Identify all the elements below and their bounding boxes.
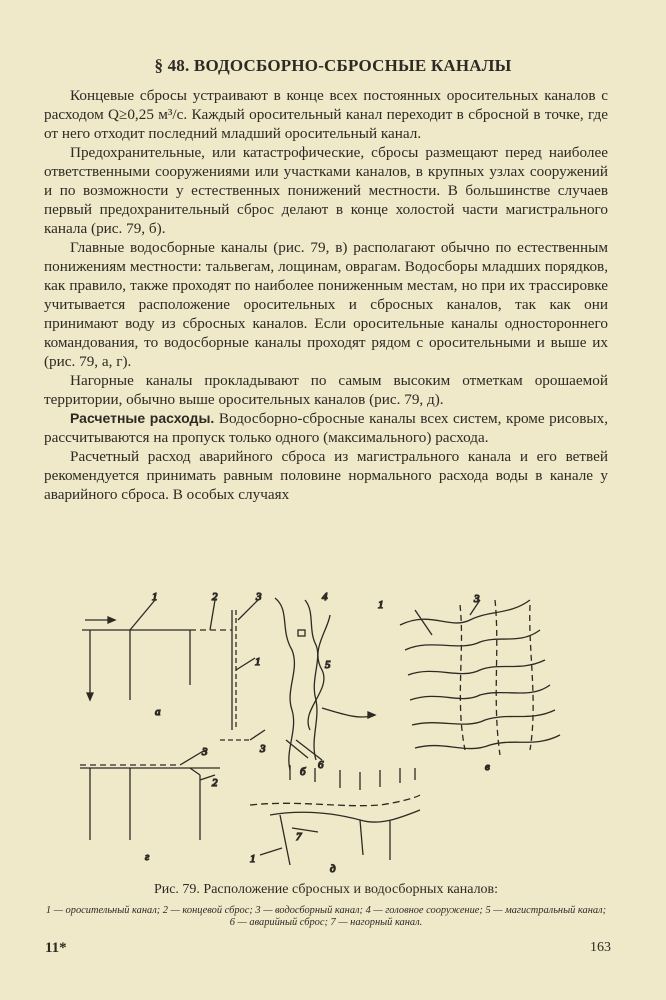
paragraph: Нагорные каналы прокладывают по самым высоким отметкам орошаемой территории, обычно выше оросительных каналов (рис. 79, д). xyxy=(44,372,608,408)
label-1: 1 xyxy=(152,591,158,603)
panel-b-diagram xyxy=(275,598,375,770)
label-1d: 1 xyxy=(378,599,384,611)
label-3c: 3 xyxy=(260,743,266,755)
label-1b: 1 xyxy=(255,656,261,668)
label-3b: 3 xyxy=(202,746,208,758)
label-2b: 2 xyxy=(212,777,218,789)
page-number: 163 xyxy=(590,940,611,955)
section-title: § 48. ВОДОСБОРНО-СБРОСНЫЕ КАНАЛЫ xyxy=(154,56,512,75)
paragraph: Концевые сбросы устраивают в конце всех постоянных оросительных каналов с расходом Q≥0,25 м³/с. Каждый оросительный канал переходит в сбросной в точке, где от него отходит последний младший оросительный канал. xyxy=(44,87,608,142)
panel-d-diagram xyxy=(250,765,420,865)
paragraph: Главные водосборные каналы (рис. 79, в) располагают обычно по естественным понижениям местности: тальвегам, лощинам, оврагам. Водосборы младших порядков, как правило, также проходят по наиболее пониженным местам, но при их трассировке учитывается расположение оросительных и сбросных каналов, так как они принимают воду из сбросных каналов. Если оросительные каналы одностороннего командования, то водосборные каналы проходят рядом с оросительными и выше их (рис. 79, а, г). xyxy=(44,239,608,370)
label-7: 7 xyxy=(296,831,302,843)
label-3: 3 xyxy=(256,591,262,603)
paragraph xyxy=(44,409,608,447)
label-6: 6 xyxy=(318,759,324,771)
label-panel-d: д xyxy=(330,863,336,875)
panel-a-diagram xyxy=(82,600,258,730)
canal-diagram xyxy=(60,590,620,880)
label-2: 2 xyxy=(212,591,218,603)
figure-legend: 1 — оросительный канал; 2 — концевой сброс; 3 — водосборный канал; 4 — головное сооружение; 5 — магистральный канал; 6 — аварийный сброс; 7 — нагорный канал. xyxy=(45,905,607,928)
panel-v-diagram xyxy=(400,600,560,755)
panel-g-diagram xyxy=(80,730,265,840)
figure-caption: Рис. 79. Расположение сбросных и водосборных каналов: xyxy=(153,882,499,897)
signature-mark: 11* xyxy=(45,940,67,956)
label-panel-v: в xyxy=(485,761,490,773)
label-3d: 3 xyxy=(474,593,480,605)
paragraph: Предохранительные, или катастрофические, сбросы размещают перед наиболее ответственными сооружениями или участками каналов, в крупных узлах сооружений и по возможности у естественных понижений местности. В большинстве случаев первый предохранительный сброс делают в конце холостой части магистрального канала (рис. 79, б). xyxy=(44,144,608,237)
body-text xyxy=(44,86,608,504)
label-panel-g: г xyxy=(145,851,150,863)
figure-79 xyxy=(60,590,620,880)
label-panel-b: б xyxy=(300,766,306,778)
label-panel-a: а xyxy=(155,706,161,718)
run-in-text: Водосборно-сбросные каналы всех систем, кроме рисовых, рассчитываются на пропуск только одного (максимального) расхода. xyxy=(44,410,609,446)
run-in-heading: Расчетные расходы. xyxy=(70,410,215,426)
label-5: 5 xyxy=(325,659,331,671)
paragraph: Расчетный расход аварийного сброса из магистрального канала и его ветвей рекомендуется принимать равным половине нормального расхода воды в канале у аварийного сброса. В особых случаях xyxy=(44,448,608,503)
label-1c: 1 xyxy=(250,853,256,865)
label-4: 4 xyxy=(322,591,328,603)
